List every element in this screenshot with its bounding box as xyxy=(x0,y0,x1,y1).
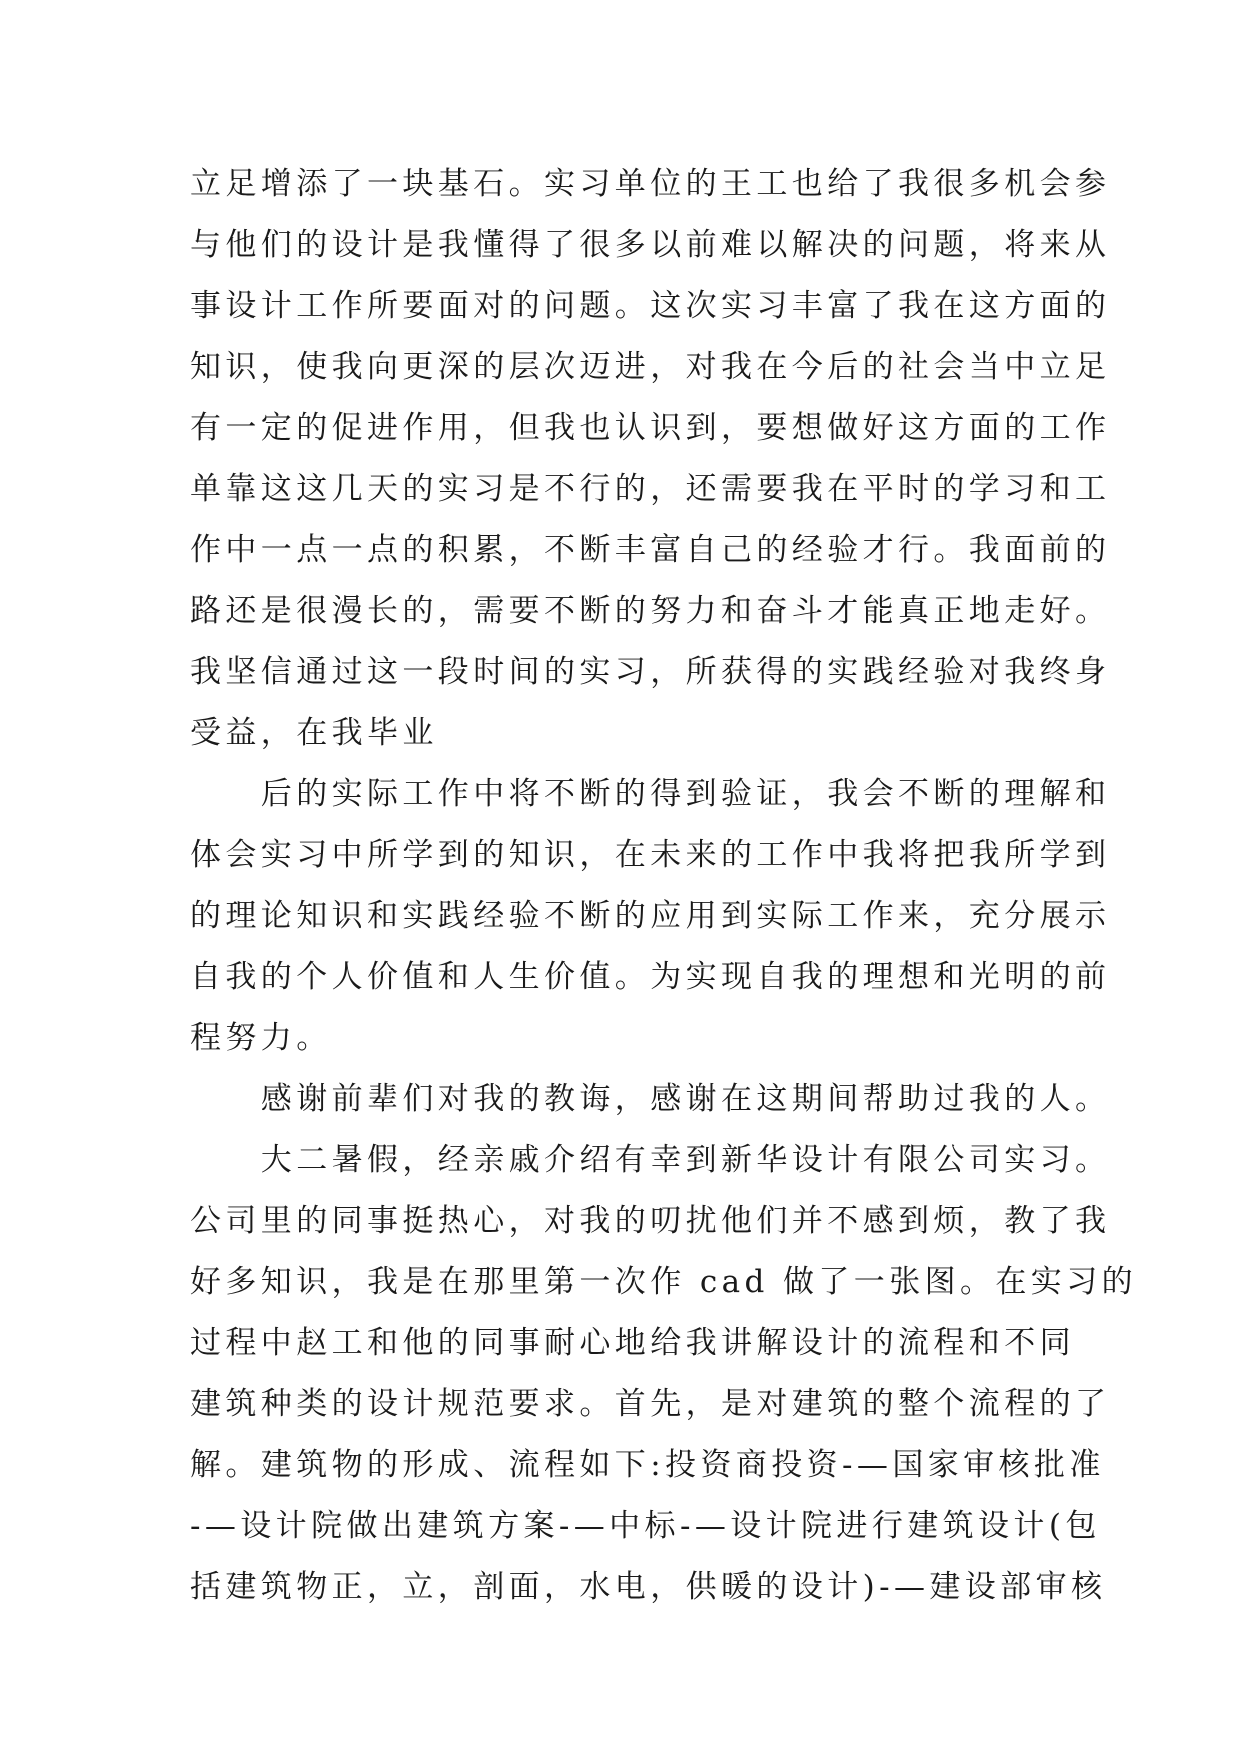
text-line: 感谢前辈们对我的教诲，感谢在这期间帮助过我的人。 xyxy=(190,1081,1111,1117)
text-line: 公司里的同事挺热心，对我的叨扰他们并不感到烦，教了我 xyxy=(190,1203,1111,1239)
text-line: 后的实际工作中将不断的得到验证，我会不断的理解和 xyxy=(190,776,1111,812)
text-line: 单靠这这几天的实习是不行的，还需要我在平时的学习和工 xyxy=(190,471,1111,507)
text-line: 建筑种类的设计规范要求。首先，是对建筑的整个流程的了 xyxy=(190,1386,1111,1422)
text-line: 有一定的促进作用，但我也认识到，要想做好这方面的工作 xyxy=(190,410,1111,446)
text-line: 自我的个人价值和人生价值。为实现自我的理想和光明的前 xyxy=(190,959,1111,995)
text-line: 体会实习中所学到的知识，在未来的工作中我将把我所学到 xyxy=(190,837,1111,873)
text-line: 路还是很漫长的，需要不断的努力和奋斗才能真正地走好。 xyxy=(190,593,1111,629)
text-line: 括建筑物正，立，剖面，水电，供暖的设计)-—建设部审核 xyxy=(190,1569,1107,1605)
text-line: 作中一点一点的积累，不断丰富自己的经验才行。我面前的 xyxy=(190,532,1111,568)
text-line: 过程中赵工和他的同事耐心地给我讲解设计的流程和不同 xyxy=(190,1325,1075,1361)
text-line: 好多知识，我是在那里第一次作 cad 做了一张图。在实习的 xyxy=(190,1264,1137,1300)
text-line: 的理论知识和实践经验不断的应用到实际工作来，充分展示 xyxy=(190,898,1111,934)
text-line: 程努力。 xyxy=(190,1020,332,1056)
text-line: 事设计工作所要面对的问题。这次实习丰富了我在这方面的 xyxy=(190,288,1111,324)
text-line: 解。建筑物的形成、流程如下:投资商投资-—国家审核批准 xyxy=(190,1447,1105,1483)
text-line: 我坚信通过这一段时间的实习，所获得的实践经验对我终身 xyxy=(190,654,1111,690)
text-line: 与他们的设计是我懂得了很多以前难以解决的问题，将来从 xyxy=(190,227,1111,263)
text-line: 立足增添了一块基石。实习单位的王工也给了我很多机会参 xyxy=(190,166,1111,202)
document-body xyxy=(190,154,1137,1618)
text-line: -—设计院做出建筑方案-—中标-—设计院进行建筑设计(包 xyxy=(190,1508,1101,1544)
text-line: 受益，在我毕业 xyxy=(190,715,438,751)
text-line: 知识，使我向更深的层次迈进，对我在今后的社会当中立足 xyxy=(190,349,1111,385)
text-line: 大二暑假，经亲戚介绍有幸到新华设计有限公司实习。 xyxy=(190,1142,1111,1178)
